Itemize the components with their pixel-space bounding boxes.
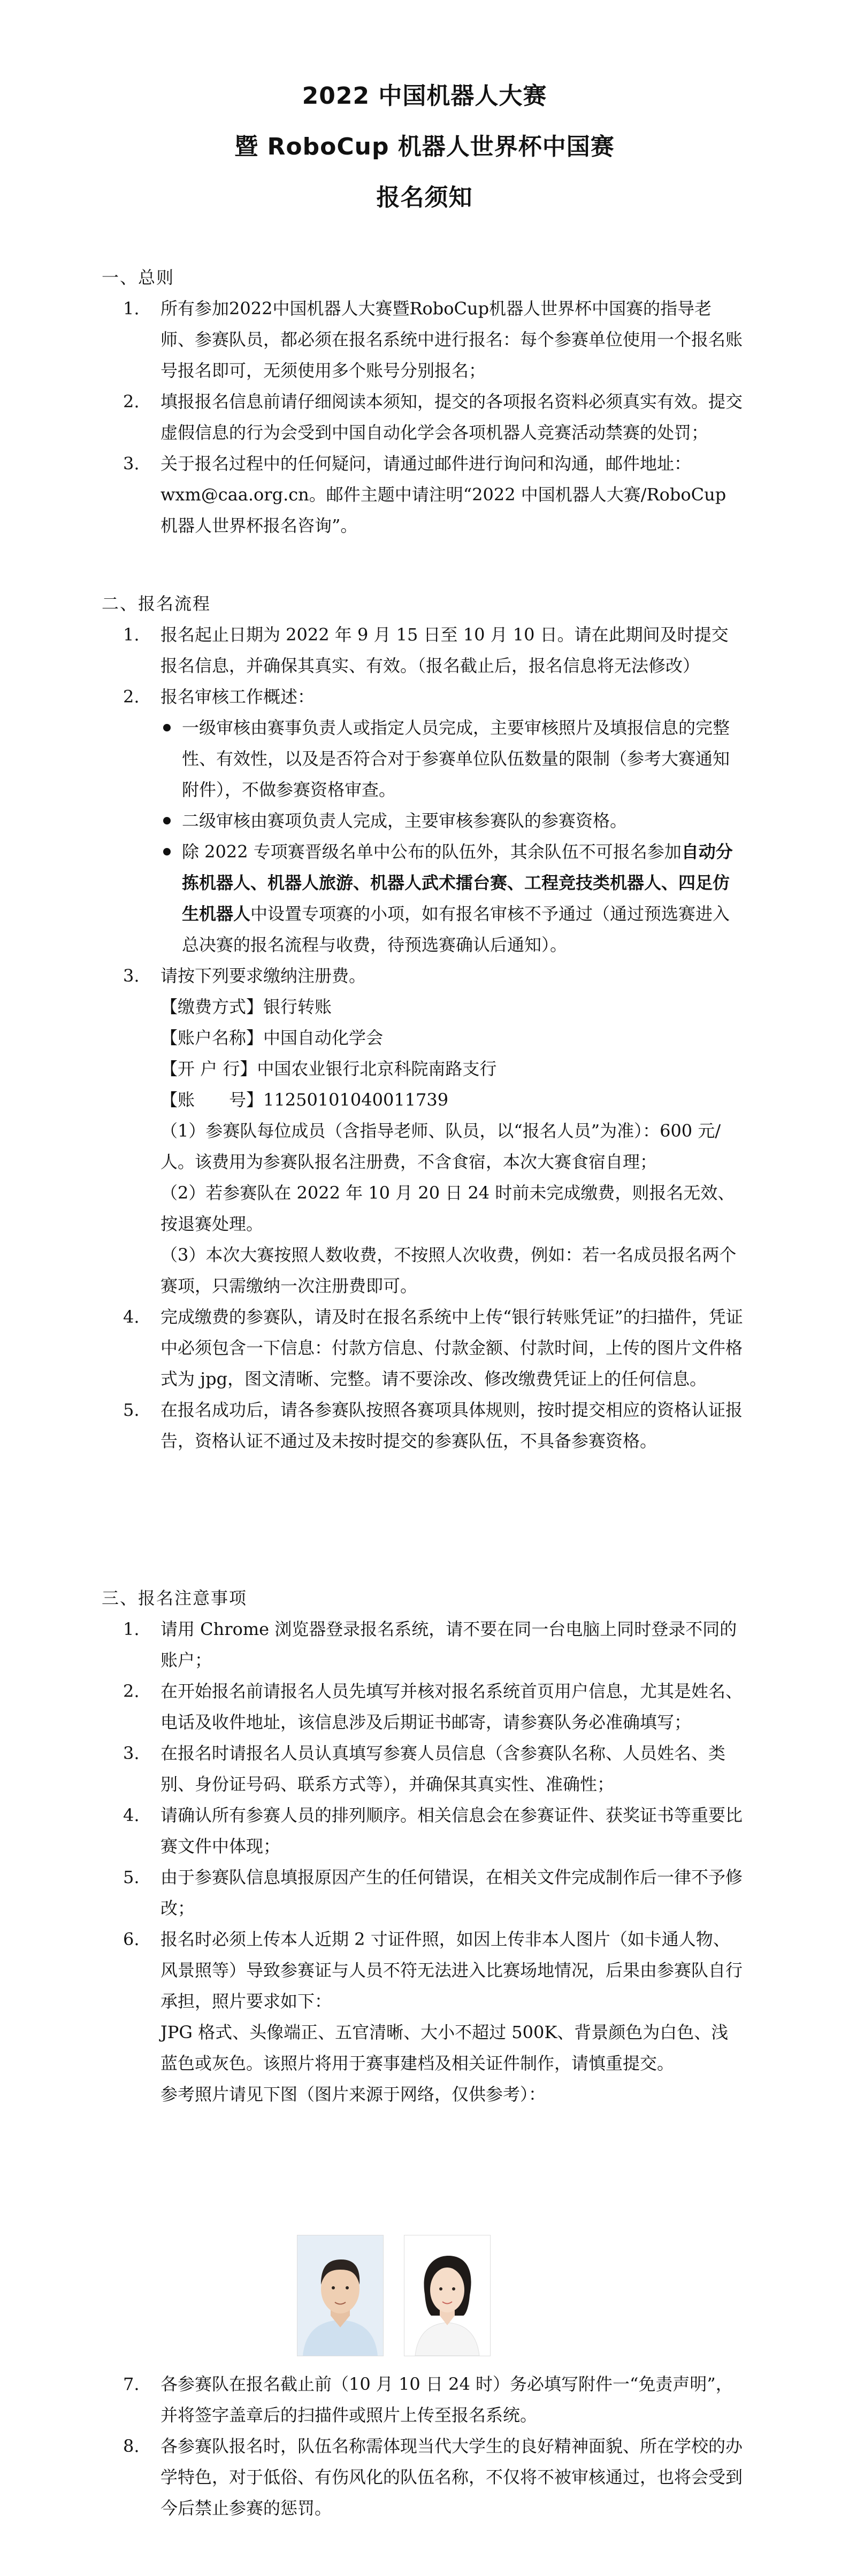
item-number: 4. — [123, 1307, 140, 1327]
item-text: 各参赛队报名时，队伍名称需体现当代大学生的良好精神面貌、所在学校的办学特色，对于低俗、有伤风化的队伍名称，不仅将不被审核通过，也将会受到今后禁止参赛的惩罚。 — [160, 2436, 743, 2518]
item-number: 1. — [123, 624, 140, 645]
bullet-text-bold: 自动分拣机器人、机器人旅游、机器人武术擂台赛、工程竞技类机器人、四足仿生机器人 — [182, 842, 733, 924]
item-number: 3. — [123, 966, 140, 986]
sample-photo-female — [404, 2235, 491, 2356]
item-number: 5. — [123, 1867, 140, 1887]
item-number: 2. — [123, 1681, 140, 1701]
item-text: 请按下列要求缴纳注册费。 — [160, 966, 366, 986]
list-item — [102, 681, 744, 712]
list-item — [102, 1301, 744, 1394]
item-text: 关于报名过程中的任何疑问，请通过邮件进行询问和沟通，邮件地址：wxm@caa.org.cn。邮件主题中请注明“2022 中国机器人大赛/RoboCup 机器人世界杯报名咨询”。 — [160, 453, 726, 536]
item-text: 请用 Chrome 浏览器登录报名系统，请不要在同一台电脑上同时登录不同的账户； — [160, 1619, 737, 1670]
payment-note-2: （2）若参赛队在 2022 年 10 月 20 日 24 时前未完成缴费，则报名无效、按退赛处理。 — [160, 1183, 735, 1234]
item-text: 完成缴费的参赛队，请及时在报名系统中上传“银行转账凭证”的扫描件，凭证中必须包含一下信息：付款方信息、付款金额、付款时间，上传的图片文件格式为 jpg，图文清晰、完整。请不要涂改、修改缴费凭证上的任何信息。 — [160, 1307, 743, 1389]
item-number: 8. — [123, 2436, 140, 2456]
item-number: 1. — [123, 298, 140, 319]
section-heading: 一、总则 — [102, 267, 175, 288]
bullet-item — [102, 836, 744, 960]
bullet-text-post: 中设置专项赛的小项，如有报名审核不予通过（通过预选赛进入总决赛的报名流程与收费，待预选赛确认后通知）。 — [182, 904, 730, 955]
list-item — [102, 2431, 744, 2524]
title-line-2: 暨 RoboCup 机器人世界杯中国赛 — [234, 133, 615, 160]
item-text: 请确认所有参赛人员的排列顺序。相关信息会在参赛证件、获奖证书等重要比赛文件中体现； — [160, 1805, 743, 1856]
item-number: 5. — [123, 1400, 140, 1420]
item-number: 6. — [123, 1929, 140, 1949]
sample-photos — [297, 2235, 554, 2358]
list-item — [102, 619, 744, 681]
item-number: 4. — [123, 1805, 140, 1825]
section-registration-process — [102, 588, 744, 1456]
bullet-item — [102, 712, 744, 805]
item-text: 报名起止日期为 2022 年 9 月 15 日至 10 月 10 日。请在此期间及时提交报名信息，并确保其真实、有效。（报名截止后，报名信息将无法修改） — [160, 624, 729, 676]
item-text: 报名时必须上传本人近期 2 寸证件照，如因上传非本人图片（如卡通人物、风景照等）导致参赛证与人员不符无法进入比赛场地情况，后果由参赛队自行承担，照片要求如下： — [160, 1929, 743, 2011]
section-heading: 三、报名注意事项 — [102, 1588, 248, 1608]
sample-photo-male — [297, 2235, 384, 2356]
item-text: 报名审核工作概述： — [160, 687, 315, 707]
payment-account-number: 【账 号】11250101040011739 — [160, 1090, 449, 1110]
item-text: 填报报名信息前请仔细阅读本须知，提交的各项报名资料必须真实有效。提交虚假信息的行为会受到中国自动化学会各项机器人竞赛活动禁赛的处罚； — [160, 391, 743, 443]
item-text: 在报名成功后，请各参赛队按照各赛项具体规则，按时提交相应的资格认证报告，资格认证不通过及未按时提交的参赛队伍，不具备参赛资格。 — [160, 1400, 743, 1451]
bullet-dot-icon — [163, 848, 171, 855]
item-text: 由于参赛队信息填报原因产生的任何错误，在相关文件完成制作后一律不予修改； — [160, 1867, 743, 1918]
section-registration-notes-continued — [102, 2369, 744, 2524]
person-icon — [404, 2235, 490, 2356]
list-item — [102, 1800, 744, 1862]
photo-requirements: JPG 格式、头像端正、五官清晰、大小不超过 500K、背景颜色为白色、浅蓝色或灰色。该照片将用于赛事建档及相关证件制作，请慎重提交。 — [160, 2022, 729, 2073]
bullet-text-pre: 除 2022 专项赛晋级名单中公布的队伍外，其余队伍不可报名参加 — [182, 842, 682, 862]
list-item — [102, 1924, 744, 2017]
list-item — [102, 2369, 744, 2431]
list-item — [102, 1738, 744, 1800]
list-item — [102, 1862, 744, 1924]
item-number: 7. — [123, 2374, 140, 2394]
item-number: 3. — [123, 1743, 140, 1763]
bullet-item — [102, 805, 744, 836]
payment-account-name: 【账户名称】中国自动化学会 — [160, 1028, 384, 1048]
bullet-text: 一级审核由赛事负责人或指定人员完成，主要审核照片及填报信息的完整性、有效性，以及是否符合对于参赛单位队伍数量的限制（参考大赛通知附件），不做参赛资格审查。 — [182, 718, 730, 800]
list-item — [102, 1614, 744, 1676]
bullet-dot-icon — [163, 724, 171, 731]
list-item — [102, 293, 744, 386]
item-number: 3. — [123, 453, 140, 474]
list-item — [102, 386, 744, 448]
bullet-text: 二级审核由赛项负责人完成，主要审核参赛队的参赛资格。 — [182, 811, 628, 831]
list-item — [102, 960, 744, 991]
payment-note-3: （3）本次大赛按照人数收费，不按照人次收费，例如：若一名成员报名两个赛项，只需缴纳一次注册费即可。 — [160, 1245, 737, 1296]
photo-reference-caption: 参考照片请见下图（图片来源于网络，仅供参考）： — [160, 2084, 546, 2104]
list-item — [102, 1394, 744, 1456]
list-item — [102, 448, 744, 541]
section-general — [102, 262, 744, 541]
section-heading: 二、报名流程 — [102, 593, 211, 614]
payment-bank: 【开 户 行】中国农业银行北京科院南路支行 — [160, 1059, 497, 1079]
item-text: 所有参加2022中国机器人大赛暨RoboCup机器人世界杯中国赛的指导老师、参赛队员，都必须在报名系统中进行报名：每个参赛单位使用一个报名账号报名即可，无须使用多个账号分别报名； — [160, 298, 743, 381]
payment-method: 【缴费方式】银行转账 — [160, 997, 332, 1017]
item-text: 各参赛队在报名截止前（10 月 10 日 24 时）务必填写附件一“免责声明”，并将签字盖章后的扫描件或照片上传至报名系统。 — [160, 2374, 733, 2425]
item-number: 2. — [123, 687, 140, 707]
bullet-dot-icon — [163, 817, 171, 824]
list-item — [102, 1676, 744, 1738]
item-number: 2. — [123, 391, 140, 412]
section-registration-notes — [102, 1583, 744, 2110]
person-icon — [297, 2235, 383, 2356]
title-line-3: 报名须知 — [376, 184, 473, 211]
item-text: 在报名时请报名人员认真填写参赛人员信息（含参赛队名称、人员姓名、类别、身份证号码、联系方式等），并确保其真实性、准确性； — [160, 1743, 726, 1794]
item-text: 在开始报名前请报名人员先填写并核对报名系统首页用户信息，尤其是姓名、电话及收件地址，该信息涉及后期证书邮寄，请参赛队务必准确填写； — [160, 1681, 743, 1732]
payment-note-1: （1）参赛队每位成员（含指导老师、队员，以“报名人员”为准）：600 元/人。该费用为参赛队报名注册费，不含食宿，本次大赛食宿自理； — [160, 1121, 721, 1172]
title-line-1: 2022 中国机器人大赛 — [302, 82, 547, 110]
item-number: 1. — [123, 1619, 140, 1639]
